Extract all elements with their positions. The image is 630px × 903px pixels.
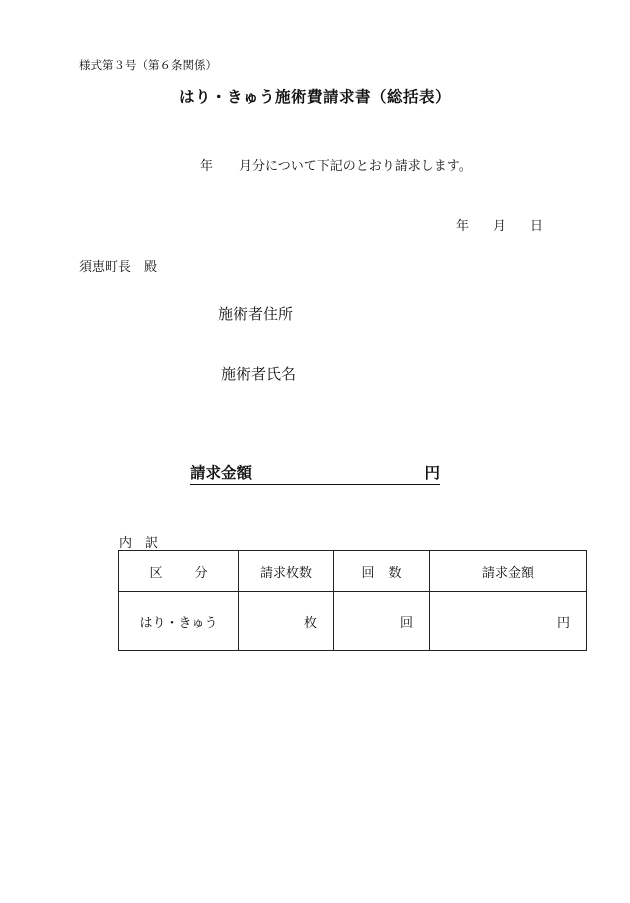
document-title: はり・きゅう施術費請求書（総括表） [178,87,451,106]
row-category: はり・きゅう [119,592,239,651]
addressee [79,256,157,275]
row-amount-unit: 円 [430,592,587,651]
breakdown-label-char-2: 訳 [145,536,159,551]
header-count-char-1: 回 [361,565,375,581]
practitioner-name-label: 施術者氏名 [221,365,297,383]
addressee-name: 須恵町長 [79,260,132,275]
header-sheets: 請求枚数 [239,551,334,592]
breakdown-table [118,550,587,651]
total-amount-unit: 円 [424,463,440,482]
total-amount-label: 請求金額 [190,463,253,482]
header-category-char-2: 分 [194,565,208,581]
form-number: 様式第３号（第６条関係） [79,58,217,72]
breakdown-label [119,532,158,551]
date-day-label: 日 [530,219,544,234]
total-amount-line [190,461,440,485]
claim-year-label: 年 [200,159,214,174]
date-month-label: 月 [493,219,507,234]
claim-statement-text: 月分について下記のとおり請求します。 [239,159,472,174]
table-header-row [119,551,587,592]
header-category [119,551,239,592]
claim-statement [200,155,472,174]
row-sheets-unit: 枚 [239,592,334,651]
header-count [334,551,430,592]
row-count-unit: 回 [334,592,430,651]
header-count-char-2: 数 [388,565,402,581]
header-category-char-1: 区 [149,565,163,581]
breakdown-label-char-1: 内 [119,536,133,551]
date-year-label: 年 [456,219,470,234]
practitioner-address-label: 施術者住所 [218,305,294,323]
date-line [456,215,543,234]
table-row [119,592,587,651]
addressee-honorific: 殿 [144,260,158,275]
header-amount: 請求金額 [430,551,587,592]
